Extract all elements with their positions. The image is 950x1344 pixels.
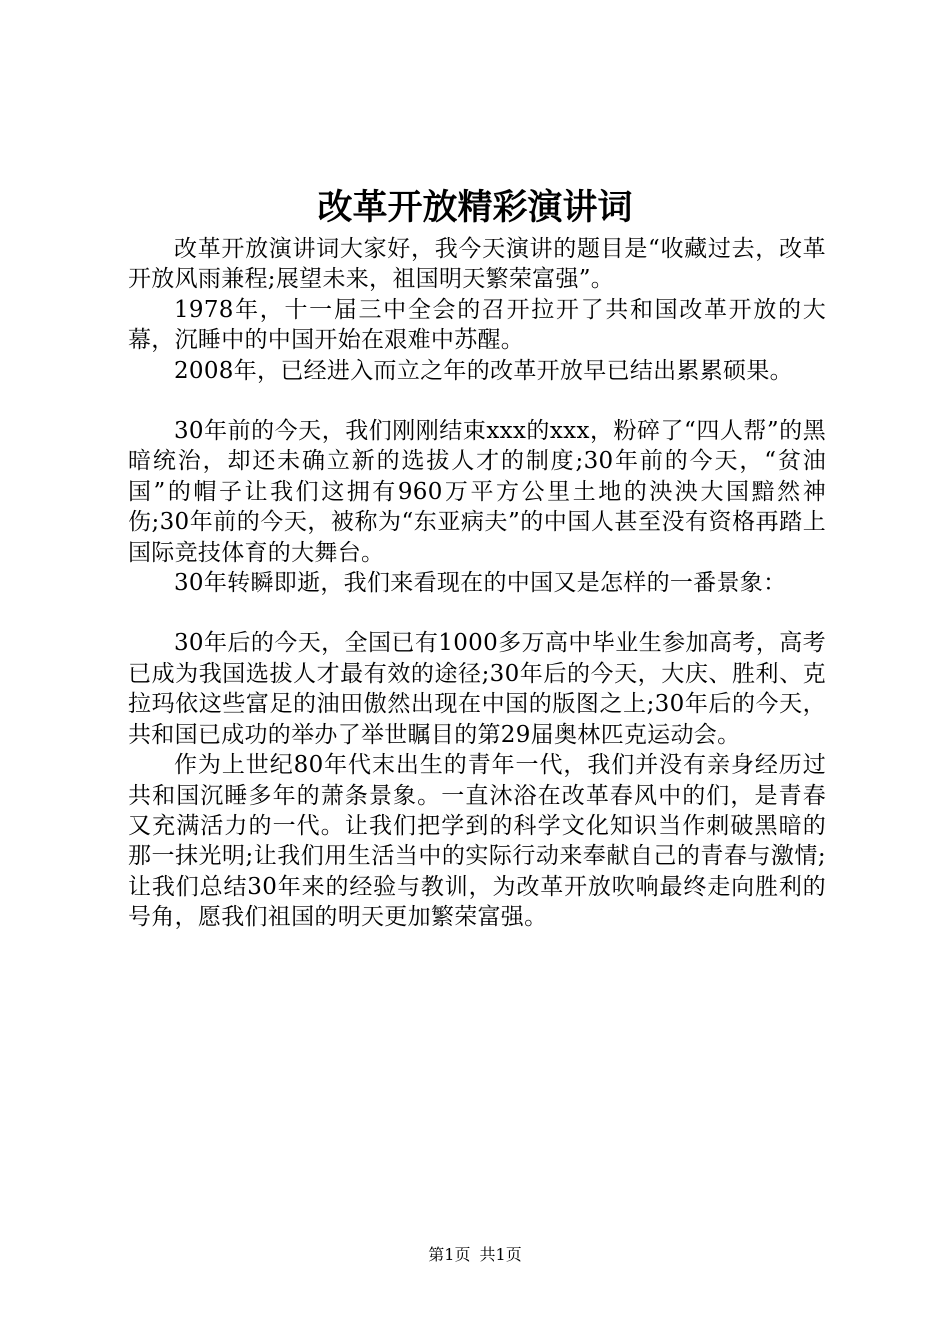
document-title: 改革开放精彩演讲词: [317, 187, 633, 228]
paragraph-30-years-ago: 30年前的今天，我们刚刚结束xxx的xxx，粉碎了“四人帮”的黑暗统治，却还未确立新的选拔人才的制度;30年前的今天，“贫油国”的帽子让我们这拥有960万平方公里土地的泱泱大国黯然神伤;30年前的今天，被称为“东亚病夫”的中国人甚至没有资格再踏上国际竞技体育的大舞台。: [128, 418, 826, 566]
paragraph-transition: 30年转瞬即逝，我们来看现在的中国又是怎样的一番景象：: [174, 570, 787, 597]
paragraph-2008: 2008年，已经进入而立之年的改革开放早已结出累累硕果。: [174, 357, 793, 384]
paragraph-conclusion: 作为上世纪80年代末出生的青年一代，我们并没有亲身经历过共和国沉睡多年的萧条景象。一直沐浴在改革春风中的们，是青春又充满活力的一代。让我们把学到的科学文化知识当作刺破黑暗的那一抹光明;让我们用生活当中的实际行动来奉献自己的青春与激情;让我们总结30年来的经验与教训，为改革开放吹响最终走向胜利的号角，愿我们祖国的明天更加繁荣富强。: [128, 752, 826, 931]
paragraph-30-years-later: 30年后的今天，全国已有1000多万高中毕业生参加高考，高考已成为我国选拔人才最有效的途径;30年后的今天，大庆、胜利、克拉玛依这些富足的油田傲然出现在中国的版图之上;30年后的今天，共和国已成功的举办了举世瞩目的第29届奥林匹克运动会。: [128, 630, 826, 748]
paragraph-intro: 改革开放演讲词大家好，我今天演讲的题目是“收藏过去，改革开放风雨兼程;展望未来，祖国明天繁荣富强”。: [128, 236, 826, 293]
document-body: [128, 234, 826, 933]
page-number: 第1页 共1页: [428, 1245, 522, 1264]
paragraph-spacer: [128, 598, 826, 628]
paragraph-1978: 1978年，十一届三中全会的召开拉开了共和国改革开放的大幕，沉睡中的中国开始在艰难中苏醒。: [128, 296, 826, 354]
paragraph-spacer: [128, 386, 826, 416]
